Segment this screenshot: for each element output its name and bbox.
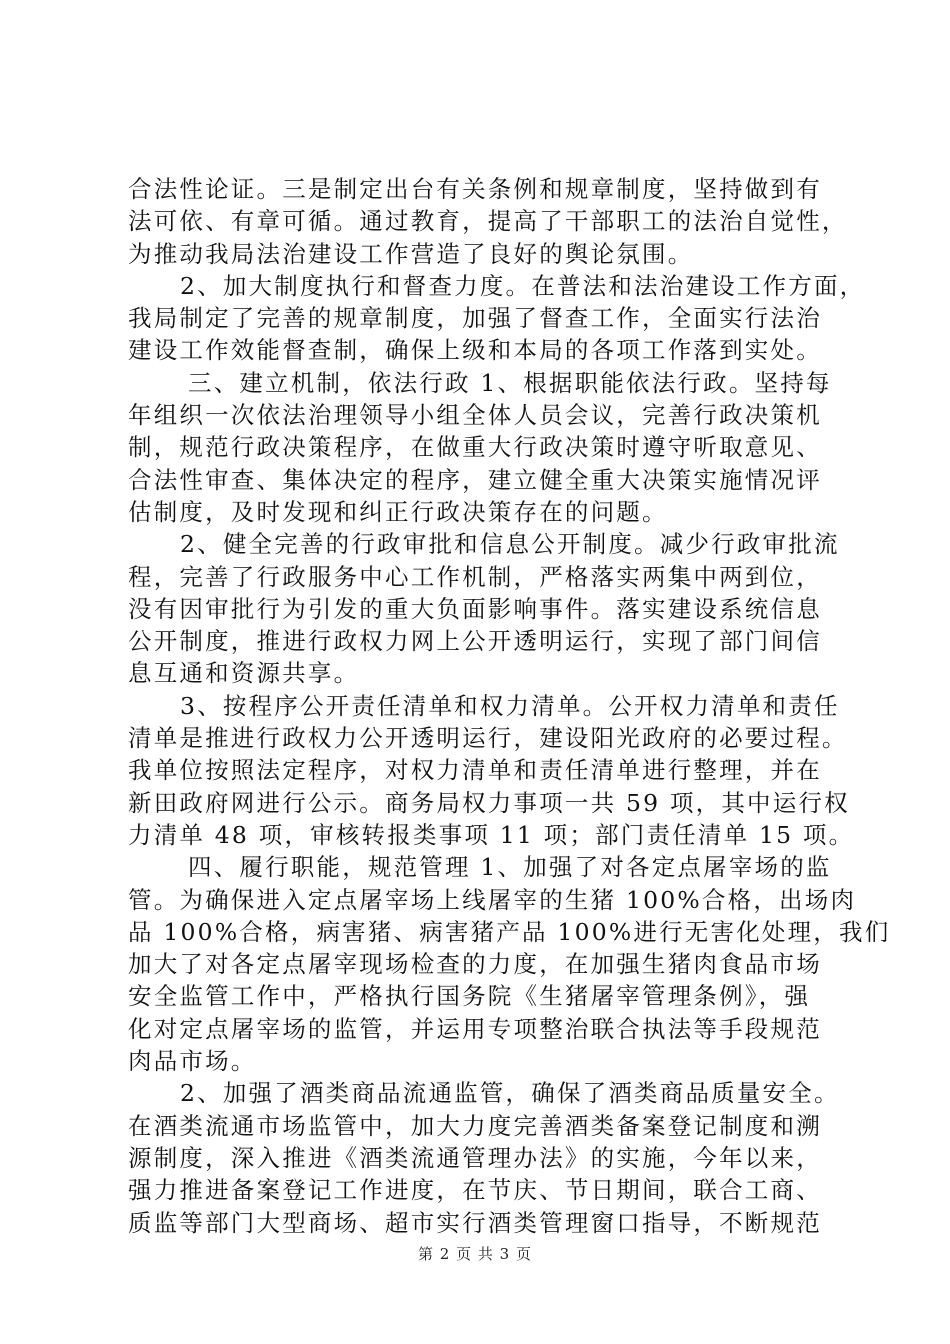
text-line: 我单位按照法定程序，对权力清单和责任清单进行整理，并在 xyxy=(128,756,822,785)
text-line: 制，规范行政决策程序，在做重大行政决策时遵守听取意见、 xyxy=(128,433,822,462)
text-line: 肉品市场。 xyxy=(128,1047,257,1076)
text-line: 品 100%合格，病害猪、病害猪产品 100%进行无害化处理，我们 xyxy=(128,917,891,946)
text-line: 建设工作效能督查制，确保上级和本局的各项工作落到实处。 xyxy=(128,336,822,365)
text-line: 在酒类流通市场监管中，加大力度完善酒类备案登记制度和溯 xyxy=(128,1111,822,1140)
text-line: 为推动我局法治建设工作营造了良好的舆论氛围。 xyxy=(128,239,694,268)
text-line: 管。为确保进入定点屠宰场上线屠宰的生猪 100%合格，出场肉 xyxy=(128,885,857,914)
text-line: 安全监管工作中，严格执行国务院《生猪屠宰管理条例》，强 xyxy=(128,982,811,1011)
text-line: 新田政府网进行公示。商务局权力事项一共 59 项，其中运行权 xyxy=(128,788,850,817)
text-line: 力清单 48 项，审核转报类事项 11 项；部门责任清单 15 项。 xyxy=(128,820,855,849)
text-line: 合法性审查、集体决定的程序，建立健全重大决策实施情况评 xyxy=(128,465,822,494)
text-line: 3、按程序公开责任清单和权力清单。公开权力清单和责任 xyxy=(180,691,840,720)
document-body xyxy=(128,173,891,1239)
text-line: 我局制定了完善的规章制度，加强了督查工作，全面实行法治 xyxy=(128,304,822,333)
text-line: 公开制度，推进行政权力网上公开透明运行，实现了部门间信 xyxy=(128,627,822,656)
text-line: 加大了对各定点屠宰现场检查的力度，在加强生猪肉食品市场 xyxy=(128,950,822,979)
text-line: 2、加强了酒类商品流通监管，确保了酒类商品质量安全。 xyxy=(180,1079,840,1108)
text-line: 没有因审批行为引发的重大负面影响事件。落实建设系统信息 xyxy=(128,594,822,623)
text-line: 清单是推进行政权力公开透明运行，建设阳光政府的必要过程。 xyxy=(128,724,848,753)
text-line: 三、建立机制，依法行政 1、根据职能依法行政。坚持每 xyxy=(188,368,832,397)
text-line: 估制度，及时发现和纠正行政决策存在的问题。 xyxy=(128,497,668,526)
text-line: 质监等部门大型商场、超市实行酒类管理窗口指导，不断规范 xyxy=(128,1208,822,1237)
text-line: 四、履行职能，规范管理 1、加强了对各定点屠宰场的监 xyxy=(188,853,832,882)
text-line: 化对定点屠宰场的监管，并运用专项整治联合执法等手段规范 xyxy=(128,1014,822,1043)
text-line: 息互通和资源共享。 xyxy=(128,659,360,688)
text-line: 2、健全完善的行政审批和信息公开制度。减少行政审批流 xyxy=(180,530,840,559)
text-line: 年组织一次依法治理领导小组全体人员会议，完善行政决策机 xyxy=(128,401,822,430)
text-line: 强力推进备案登记工作进度，在节庆、节日期间，联合工商、 xyxy=(128,1176,822,1205)
text-line: 程，完善了行政服务中心工作机制，严格落实两集中两到位， xyxy=(128,562,822,591)
text-line: 合法性论证。三是制定出台有关条例和规章制度，坚持做到有 xyxy=(128,175,822,203)
text-line: 2、加大制度执行和督查力度。在普法和法治建设工作方面， xyxy=(180,271,866,300)
text-line: 源制度，深入推进《酒类流通管理办法》的实施，今年以来， xyxy=(128,1143,822,1172)
page-number-footer: 第 2 页 共 3 页 xyxy=(418,1245,532,1263)
text-line: 法可依、有章可循。通过教育，提高了干部职工的法治自觉性， xyxy=(128,207,848,236)
